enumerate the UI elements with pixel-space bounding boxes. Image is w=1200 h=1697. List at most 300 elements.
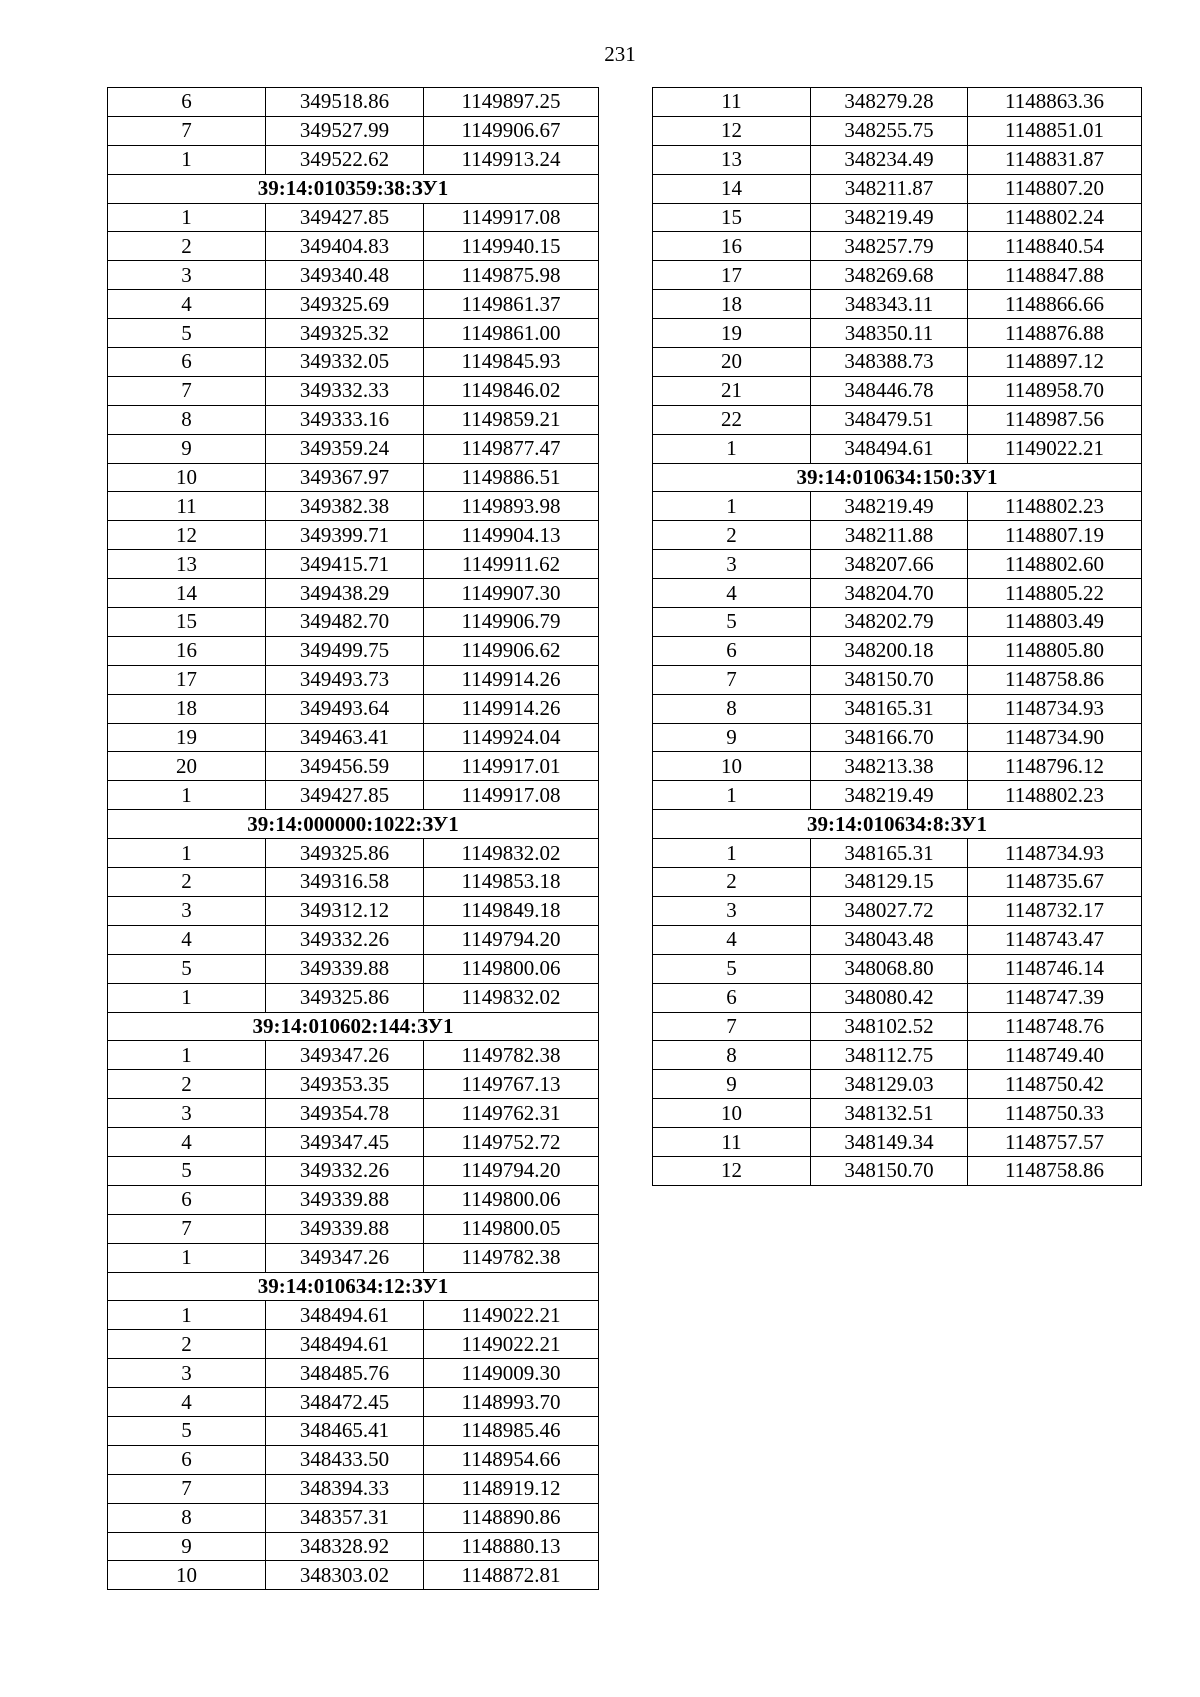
- point-number: 1: [108, 203, 266, 232]
- x-coordinate: 349415.71: [266, 550, 424, 579]
- table-row: [653, 405, 1142, 434]
- y-coordinate: 1148802.60: [968, 550, 1142, 579]
- point-number: 7: [108, 376, 266, 405]
- point-number: 18: [108, 694, 266, 723]
- point-number: 4: [108, 1388, 266, 1417]
- point-number: 11: [653, 88, 811, 117]
- point-number: 15: [653, 203, 811, 232]
- x-coordinate: 348129.15: [811, 868, 968, 897]
- table-row: [108, 1156, 599, 1185]
- y-coordinate: 1149794.20: [424, 1156, 599, 1185]
- x-coordinate: 348080.42: [811, 983, 968, 1012]
- table-row: [653, 665, 1142, 694]
- table-row: [108, 608, 599, 637]
- point-number: 10: [108, 1561, 266, 1590]
- x-coordinate: 348494.61: [266, 1301, 424, 1330]
- y-coordinate: 1148851.01: [968, 116, 1142, 145]
- x-coordinate: 348043.48: [811, 925, 968, 954]
- y-coordinate: 1148743.47: [968, 925, 1142, 954]
- table-row: [108, 1445, 599, 1474]
- x-coordinate: 349359.24: [266, 434, 424, 463]
- table-row: [653, 1041, 1142, 1070]
- point-number: 2: [108, 1330, 266, 1359]
- x-coordinate: 348129.03: [811, 1070, 968, 1099]
- y-coordinate: 1148802.23: [968, 781, 1142, 810]
- table-row: [108, 1243, 599, 1272]
- table-row: [108, 376, 599, 405]
- x-coordinate: 348132.51: [811, 1099, 968, 1128]
- table-row: [108, 116, 599, 145]
- point-number: 6: [653, 983, 811, 1012]
- point-number: 7: [108, 1474, 266, 1503]
- point-number: 12: [108, 521, 266, 550]
- point-number: 20: [108, 752, 266, 781]
- point-number: 2: [653, 521, 811, 550]
- point-number: 8: [108, 1503, 266, 1532]
- y-coordinate: 1148802.24: [968, 203, 1142, 232]
- x-coordinate: 349367.97: [266, 463, 424, 492]
- x-coordinate: 349399.71: [266, 521, 424, 550]
- y-coordinate: 1149914.26: [424, 665, 599, 694]
- y-coordinate: 1148750.33: [968, 1099, 1142, 1128]
- table-row: [108, 868, 599, 897]
- x-coordinate: 349353.35: [266, 1070, 424, 1099]
- point-number: 6: [108, 1185, 266, 1214]
- x-coordinate: 349347.45: [266, 1128, 424, 1157]
- y-coordinate: 1148863.36: [968, 88, 1142, 117]
- table-row: [653, 521, 1142, 550]
- table-row: [653, 954, 1142, 983]
- x-coordinate: 348102.52: [811, 1012, 968, 1041]
- y-coordinate: 1149886.51: [424, 463, 599, 492]
- point-number: 9: [653, 1070, 811, 1099]
- point-number: 1: [108, 1041, 266, 1070]
- point-number: 7: [108, 116, 266, 145]
- table-row: [108, 550, 599, 579]
- table-row: [653, 1070, 1142, 1099]
- point-number: 8: [653, 1041, 811, 1070]
- y-coordinate: 1149845.93: [424, 348, 599, 377]
- x-coordinate: 348211.88: [811, 521, 968, 550]
- table-row: [108, 723, 599, 752]
- x-coordinate: 348165.31: [811, 694, 968, 723]
- parcel-cadastral-number: 39:14:010634:12:ЗУ1: [108, 1272, 599, 1301]
- table-row: [108, 348, 599, 377]
- y-coordinate: 1149917.08: [424, 203, 599, 232]
- coordinates-table-left: [107, 87, 599, 1590]
- x-coordinate: 348446.78: [811, 376, 968, 405]
- x-coordinate: 349333.16: [266, 405, 424, 434]
- table-row: [653, 492, 1142, 521]
- table-row: [653, 781, 1142, 810]
- table-row: [653, 1128, 1142, 1157]
- table-row: [108, 1416, 599, 1445]
- y-coordinate: 1148757.57: [968, 1128, 1142, 1157]
- point-number: 9: [108, 434, 266, 463]
- x-coordinate: 348202.79: [811, 608, 968, 637]
- x-coordinate: 349347.26: [266, 1041, 424, 1070]
- y-coordinate: 1148734.90: [968, 723, 1142, 752]
- point-number: 1: [108, 781, 266, 810]
- y-coordinate: 1148802.23: [968, 492, 1142, 521]
- x-coordinate: 348165.31: [811, 839, 968, 868]
- x-coordinate: 349438.29: [266, 579, 424, 608]
- y-coordinate: 1148749.40: [968, 1041, 1142, 1070]
- x-coordinate: 349404.83: [266, 232, 424, 261]
- y-coordinate: 1149752.72: [424, 1128, 599, 1157]
- y-coordinate: 1149875.98: [424, 261, 599, 290]
- table-row: [108, 405, 599, 434]
- table-row: [108, 839, 599, 868]
- x-coordinate: 349339.88: [266, 954, 424, 983]
- point-number: 1: [653, 839, 811, 868]
- section-header-row: [653, 810, 1142, 839]
- x-coordinate: 348204.70: [811, 579, 968, 608]
- point-number: 9: [653, 723, 811, 752]
- y-coordinate: 1148735.67: [968, 868, 1142, 897]
- table-row: [653, 636, 1142, 665]
- y-coordinate: 1148847.88: [968, 261, 1142, 290]
- x-coordinate: 348328.92: [266, 1532, 424, 1561]
- page-number: 231: [604, 42, 636, 66]
- table-row: [108, 694, 599, 723]
- point-number: 1: [108, 839, 266, 868]
- x-coordinate: 348234.49: [811, 145, 968, 174]
- y-coordinate: 1148897.12: [968, 348, 1142, 377]
- y-coordinate: 1149877.47: [424, 434, 599, 463]
- point-number: 9: [108, 1532, 266, 1561]
- point-number: 6: [108, 1445, 266, 1474]
- y-coordinate: 1149849.18: [424, 896, 599, 925]
- point-number: 7: [653, 1012, 811, 1041]
- y-coordinate: 1148746.14: [968, 954, 1142, 983]
- y-coordinate: 1149906.67: [424, 116, 599, 145]
- x-coordinate: 348219.49: [811, 492, 968, 521]
- point-number: 1: [108, 145, 266, 174]
- x-coordinate: 349482.70: [266, 608, 424, 637]
- y-coordinate: 1149911.62: [424, 550, 599, 579]
- y-coordinate: 1148758.86: [968, 665, 1142, 694]
- x-coordinate: 348257.79: [811, 232, 968, 261]
- point-number: 3: [108, 261, 266, 290]
- point-number: 5: [653, 954, 811, 983]
- y-coordinate: 1149022.21: [968, 434, 1142, 463]
- y-coordinate: 1149917.08: [424, 781, 599, 810]
- x-coordinate: 348219.49: [811, 781, 968, 810]
- x-coordinate: 348485.76: [266, 1359, 424, 1388]
- x-coordinate: 348465.41: [266, 1416, 424, 1445]
- point-number: 2: [653, 868, 811, 897]
- point-number: 3: [653, 896, 811, 925]
- y-coordinate: 1149913.24: [424, 145, 599, 174]
- x-coordinate: 348303.02: [266, 1561, 424, 1590]
- section-header-row: [108, 1272, 599, 1301]
- point-number: 2: [108, 232, 266, 261]
- y-coordinate: 1148805.22: [968, 579, 1142, 608]
- y-coordinate: 1148880.13: [424, 1532, 599, 1561]
- point-number: 1: [108, 1301, 266, 1330]
- y-coordinate: 1149832.02: [424, 839, 599, 868]
- x-coordinate: 349527.99: [266, 116, 424, 145]
- x-coordinate: 349325.69: [266, 290, 424, 319]
- table-row: [108, 203, 599, 232]
- table-row: [653, 1156, 1142, 1185]
- y-coordinate: 1149906.62: [424, 636, 599, 665]
- x-coordinate: 348027.72: [811, 896, 968, 925]
- table-row: [108, 954, 599, 983]
- point-number: 12: [653, 116, 811, 145]
- table-row: [108, 1474, 599, 1503]
- y-coordinate: 1149762.31: [424, 1099, 599, 1128]
- point-number: 1: [653, 781, 811, 810]
- table-row: [108, 579, 599, 608]
- y-coordinate: 1149767.13: [424, 1070, 599, 1099]
- point-number: 13: [108, 550, 266, 579]
- table-row: [108, 781, 599, 810]
- point-number: 4: [653, 579, 811, 608]
- point-number: 3: [108, 1359, 266, 1388]
- y-coordinate: 1149940.15: [424, 232, 599, 261]
- y-coordinate: 1148985.46: [424, 1416, 599, 1445]
- point-number: 8: [653, 694, 811, 723]
- table-row: [653, 1012, 1142, 1041]
- table-row: [653, 145, 1142, 174]
- table-row: [108, 896, 599, 925]
- point-number: 3: [108, 1099, 266, 1128]
- x-coordinate: 349332.26: [266, 925, 424, 954]
- y-coordinate: 1149904.13: [424, 521, 599, 550]
- point-number: 18: [653, 290, 811, 319]
- table-row: [108, 665, 599, 694]
- x-coordinate: 349347.26: [266, 1243, 424, 1272]
- point-number: 7: [653, 665, 811, 694]
- point-number: 1: [653, 492, 811, 521]
- x-coordinate: 349427.85: [266, 781, 424, 810]
- point-number: 4: [108, 925, 266, 954]
- y-coordinate: 1148748.76: [968, 1012, 1142, 1041]
- y-coordinate: 1149853.18: [424, 868, 599, 897]
- point-number: 16: [653, 232, 811, 261]
- x-coordinate: 348279.28: [811, 88, 968, 117]
- y-coordinate: 1148958.70: [968, 376, 1142, 405]
- x-coordinate: 348213.38: [811, 752, 968, 781]
- table-row: [108, 1388, 599, 1417]
- point-number: 5: [108, 954, 266, 983]
- y-coordinate: 1149782.38: [424, 1041, 599, 1070]
- x-coordinate: 349312.12: [266, 896, 424, 925]
- table-row: [108, 521, 599, 550]
- table-row: [653, 925, 1142, 954]
- table-row: [653, 434, 1142, 463]
- point-number: 22: [653, 405, 811, 434]
- table-row: [653, 896, 1142, 925]
- x-coordinate: 348494.61: [811, 434, 968, 463]
- y-coordinate: 1148866.66: [968, 290, 1142, 319]
- point-number: 6: [108, 348, 266, 377]
- table-row: [108, 1214, 599, 1243]
- y-coordinate: 1148732.17: [968, 896, 1142, 925]
- x-coordinate: 349499.75: [266, 636, 424, 665]
- y-coordinate: 1149914.26: [424, 694, 599, 723]
- point-number: 14: [108, 579, 266, 608]
- point-number: 7: [108, 1214, 266, 1243]
- coordinates-table-right: [652, 87, 1142, 1186]
- table-row: [653, 348, 1142, 377]
- table-row: [653, 839, 1142, 868]
- y-coordinate: 1149800.06: [424, 954, 599, 983]
- y-coordinate: 1149009.30: [424, 1359, 599, 1388]
- table-row: [108, 1185, 599, 1214]
- y-coordinate: 1148758.86: [968, 1156, 1142, 1185]
- point-number: 17: [653, 261, 811, 290]
- point-number: 5: [653, 608, 811, 637]
- y-coordinate: 1149917.01: [424, 752, 599, 781]
- y-coordinate: 1149794.20: [424, 925, 599, 954]
- x-coordinate: 349493.64: [266, 694, 424, 723]
- point-number: 19: [108, 723, 266, 752]
- table-row: [108, 1128, 599, 1157]
- y-coordinate: 1149906.79: [424, 608, 599, 637]
- y-coordinate: 1148840.54: [968, 232, 1142, 261]
- x-coordinate: 348350.11: [811, 319, 968, 348]
- table-row: [108, 1503, 599, 1532]
- table-row: [108, 925, 599, 954]
- x-coordinate: 348112.75: [811, 1041, 968, 1070]
- point-number: 21: [653, 376, 811, 405]
- point-number: 3: [653, 550, 811, 579]
- parcel-cadastral-number: 39:14:010359:38:ЗУ1: [108, 174, 599, 203]
- point-number: 14: [653, 174, 811, 203]
- y-coordinate: 1148872.81: [424, 1561, 599, 1590]
- table-row: [653, 608, 1142, 637]
- x-coordinate: 349332.33: [266, 376, 424, 405]
- point-number: 1: [108, 1243, 266, 1272]
- table-row: [108, 492, 599, 521]
- x-coordinate: 349325.86: [266, 839, 424, 868]
- table-row: [653, 694, 1142, 723]
- table-row: [653, 319, 1142, 348]
- table-row: [653, 579, 1142, 608]
- x-coordinate: 348219.49: [811, 203, 968, 232]
- table-row: [108, 232, 599, 261]
- y-coordinate: 1148890.86: [424, 1503, 599, 1532]
- point-number: 5: [108, 1156, 266, 1185]
- table-row: [108, 319, 599, 348]
- x-coordinate: 348166.70: [811, 723, 968, 752]
- x-coordinate: 349463.41: [266, 723, 424, 752]
- y-coordinate: 1148876.88: [968, 319, 1142, 348]
- table-row: [108, 1561, 599, 1590]
- point-number: 6: [653, 636, 811, 665]
- section-header-row: [108, 810, 599, 839]
- y-coordinate: 1148796.12: [968, 752, 1142, 781]
- x-coordinate: 349493.73: [266, 665, 424, 694]
- point-number: 5: [108, 319, 266, 348]
- table-row: [108, 1099, 599, 1128]
- x-coordinate: 348357.31: [266, 1503, 424, 1532]
- table-row: [108, 1532, 599, 1561]
- y-coordinate: 1149782.38: [424, 1243, 599, 1272]
- x-coordinate: 348433.50: [266, 1445, 424, 1474]
- table-row: [108, 261, 599, 290]
- point-number: 10: [653, 752, 811, 781]
- section-header-row: [108, 174, 599, 203]
- point-number: 10: [653, 1099, 811, 1128]
- x-coordinate: 348207.66: [811, 550, 968, 579]
- point-number: 13: [653, 145, 811, 174]
- point-number: 6: [108, 88, 266, 117]
- y-coordinate: 1148734.93: [968, 839, 1142, 868]
- table-row: [108, 88, 599, 117]
- y-coordinate: 1148805.80: [968, 636, 1142, 665]
- point-number: 12: [653, 1156, 811, 1185]
- table-row: [653, 232, 1142, 261]
- y-coordinate: 1148954.66: [424, 1445, 599, 1474]
- table-row: [653, 203, 1142, 232]
- y-coordinate: 1149022.21: [424, 1330, 599, 1359]
- y-coordinate: 1149022.21: [424, 1301, 599, 1330]
- x-coordinate: 348255.75: [811, 116, 968, 145]
- y-coordinate: 1149897.25: [424, 88, 599, 117]
- x-coordinate: 349325.32: [266, 319, 424, 348]
- x-coordinate: 348150.70: [811, 1156, 968, 1185]
- x-coordinate: 349354.78: [266, 1099, 424, 1128]
- y-coordinate: 1149861.37: [424, 290, 599, 319]
- section-header-row: [108, 1012, 599, 1041]
- x-coordinate: 349522.62: [266, 145, 424, 174]
- point-number: 1: [653, 434, 811, 463]
- y-coordinate: 1149893.98: [424, 492, 599, 521]
- table-row: [653, 290, 1142, 319]
- x-coordinate: 348068.80: [811, 954, 968, 983]
- y-coordinate: 1148807.19: [968, 521, 1142, 550]
- point-number: 4: [108, 290, 266, 319]
- point-number: 11: [108, 492, 266, 521]
- point-number: 5: [108, 1416, 266, 1445]
- parcel-cadastral-number: 39:14:010634:150:ЗУ1: [653, 463, 1142, 492]
- point-number: 11: [653, 1128, 811, 1157]
- x-coordinate: 348211.87: [811, 174, 968, 203]
- point-number: 1: [108, 983, 266, 1012]
- y-coordinate: 1149800.05: [424, 1214, 599, 1243]
- table-row: [653, 723, 1142, 752]
- table-row: [108, 1070, 599, 1099]
- x-coordinate: 348200.18: [811, 636, 968, 665]
- y-coordinate: 1148919.12: [424, 1474, 599, 1503]
- y-coordinate: 1148807.20: [968, 174, 1142, 203]
- table-row: [108, 1330, 599, 1359]
- table-row: [108, 1041, 599, 1070]
- x-coordinate: 348394.33: [266, 1474, 424, 1503]
- y-coordinate: 1149859.21: [424, 405, 599, 434]
- table-row: [653, 1099, 1142, 1128]
- y-coordinate: 1148747.39: [968, 983, 1142, 1012]
- y-coordinate: 1149832.02: [424, 983, 599, 1012]
- point-number: 3: [108, 896, 266, 925]
- x-coordinate: 349382.38: [266, 492, 424, 521]
- table-row: [108, 434, 599, 463]
- table-row: [653, 983, 1142, 1012]
- parcel-cadastral-number: 39:14:010602:144:ЗУ1: [108, 1012, 599, 1041]
- point-number: 2: [108, 1070, 266, 1099]
- table-row: [653, 174, 1142, 203]
- x-coordinate: 349518.86: [266, 88, 424, 117]
- x-coordinate: 349339.88: [266, 1185, 424, 1214]
- table-row: [108, 752, 599, 781]
- y-coordinate: 1148750.42: [968, 1070, 1142, 1099]
- x-coordinate: 348388.73: [811, 348, 968, 377]
- x-coordinate: 349339.88: [266, 1214, 424, 1243]
